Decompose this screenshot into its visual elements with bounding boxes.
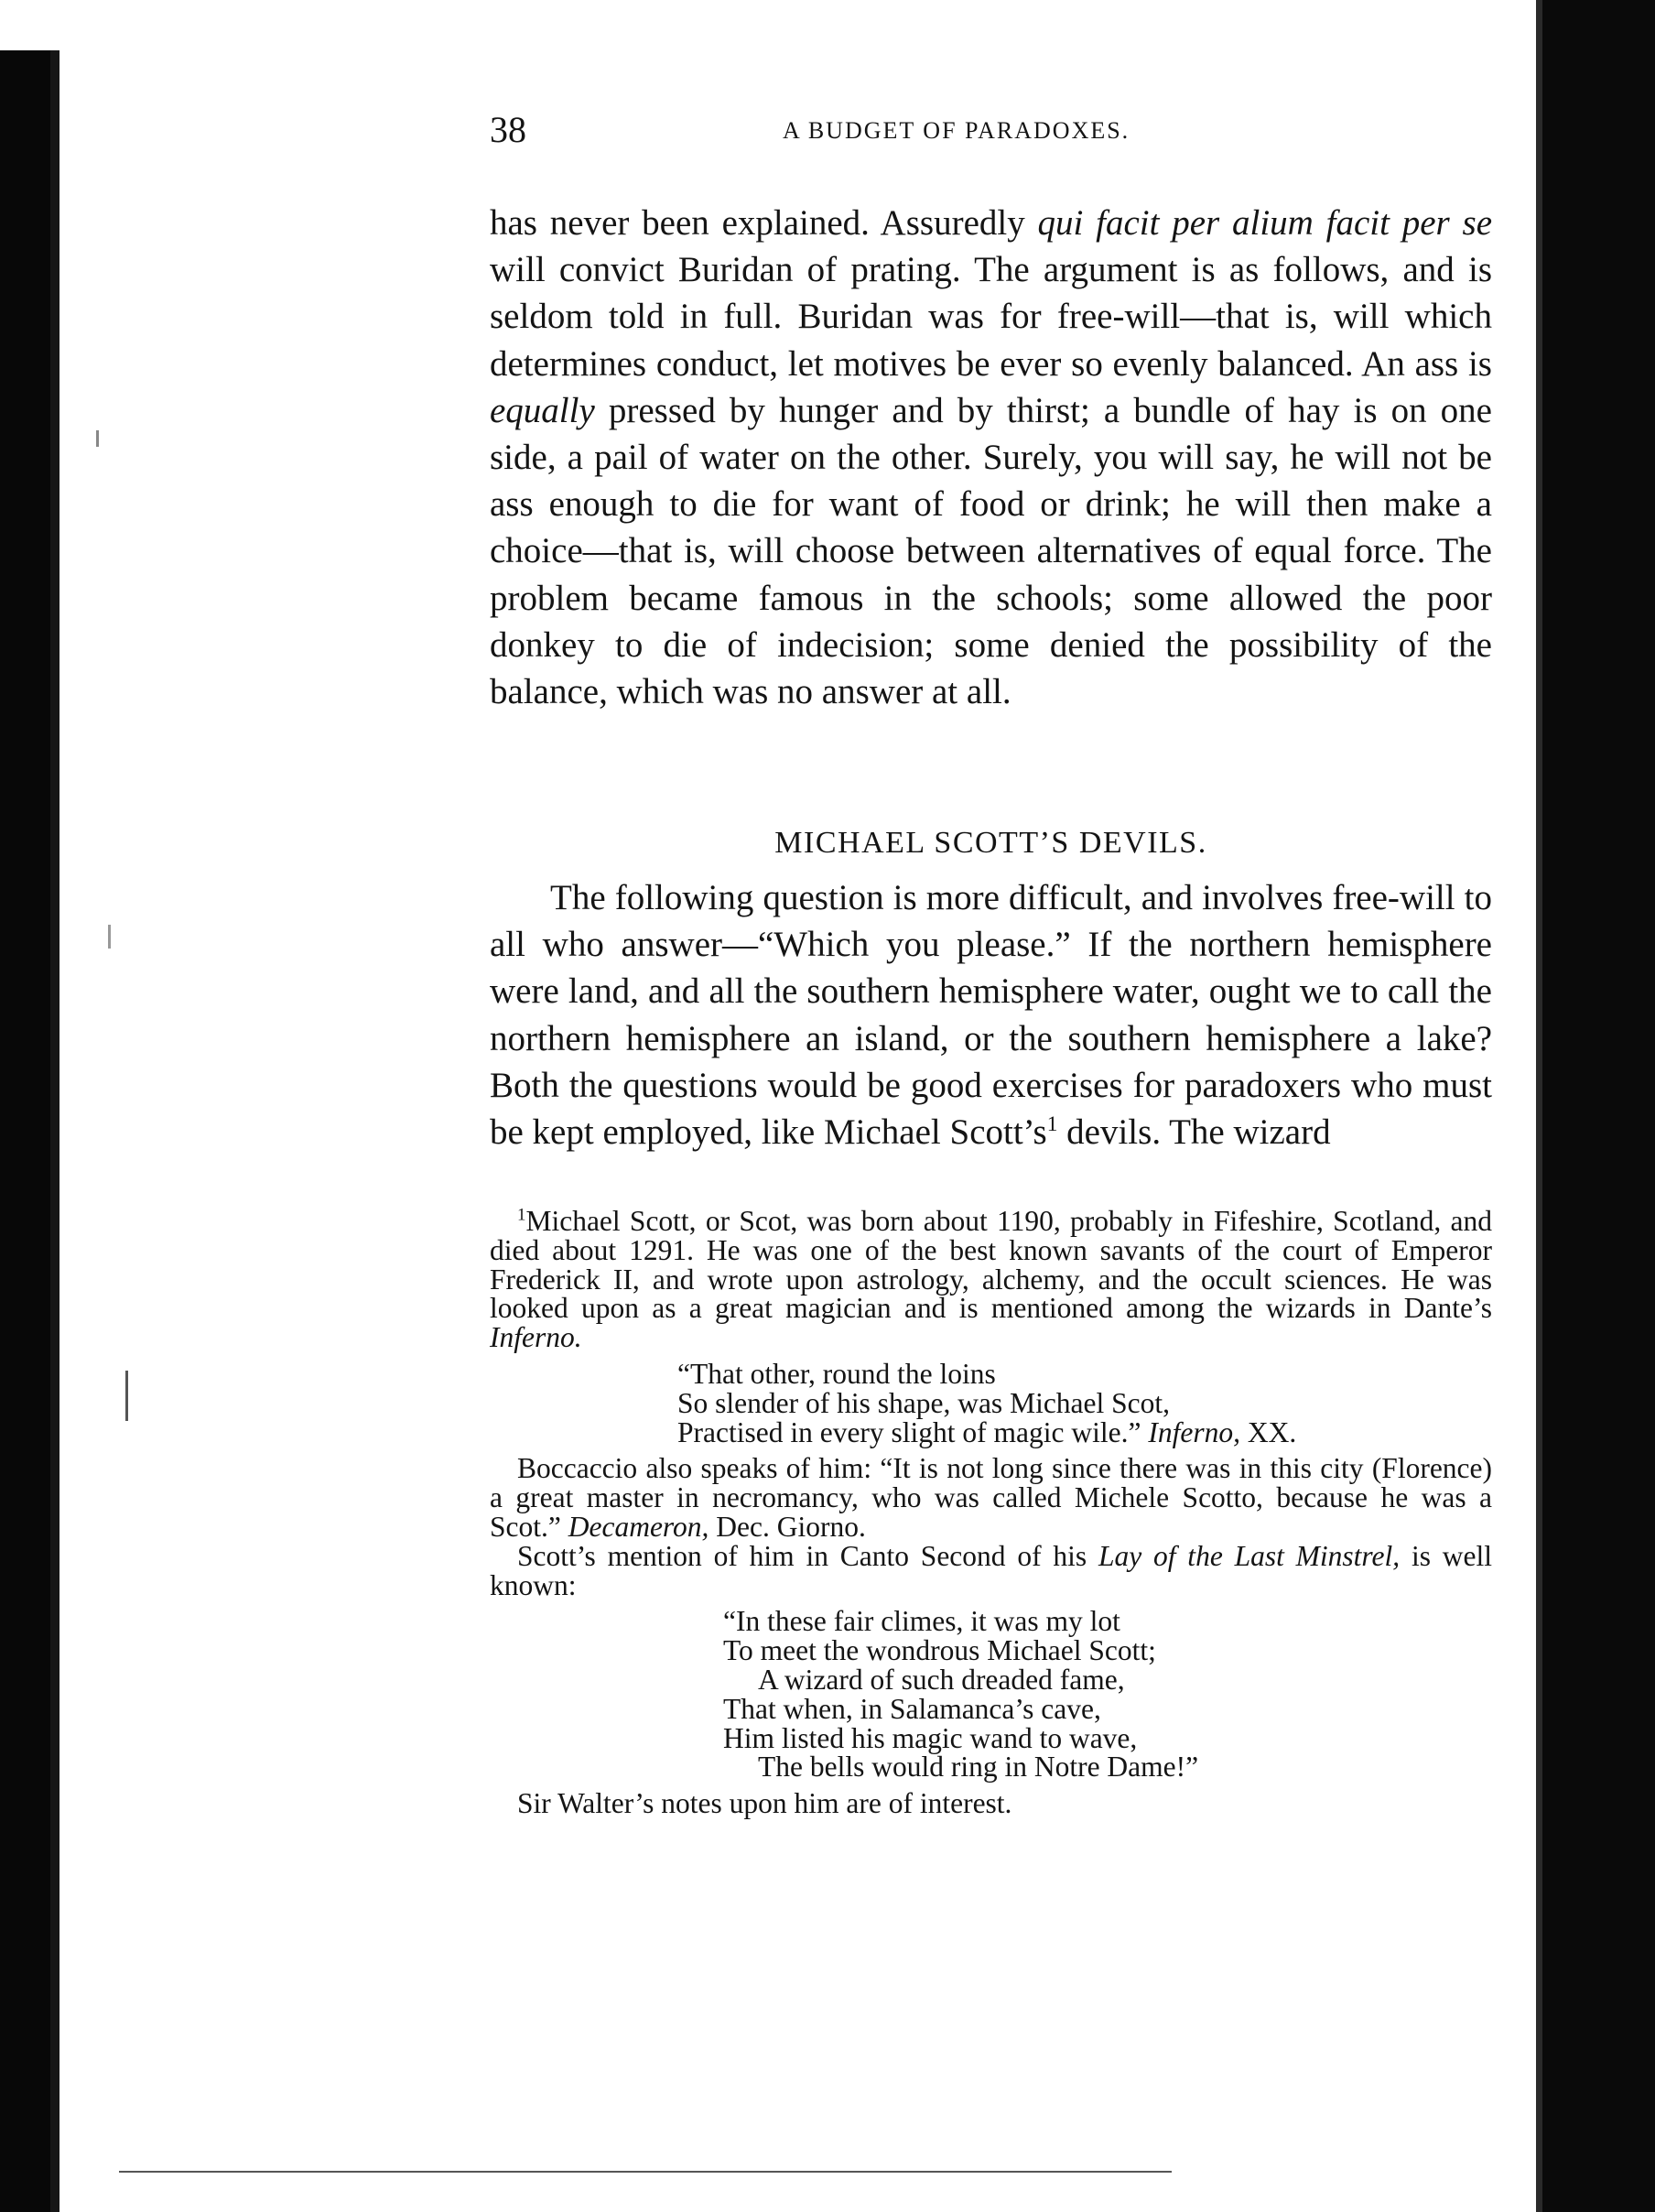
section-heading: MICHAEL SCOTT’S DEVILS. xyxy=(774,826,1207,860)
text-run: Dec. Giorno. xyxy=(709,1510,866,1543)
text-run: will convict Buridan of prating. The argument is as follows, and is seldom told in full. Buridan was for free-will—that is, will which determines conduct, let motives be ever so evenly balanced. An ass is xyxy=(490,250,1492,384)
italic-text: qui facit per alium facit per se xyxy=(1037,203,1493,243)
italic-text: Inferno. xyxy=(490,1321,582,1354)
text-run: devils. The wizard xyxy=(1057,1112,1331,1153)
footnote-marker: 1 xyxy=(517,1205,526,1225)
verse-line: “In these fair climes, it was my lot xyxy=(723,1605,1120,1638)
scott-verse xyxy=(723,1607,1492,1782)
italic-text: Decameron, xyxy=(568,1510,709,1543)
scan-bottom-rule xyxy=(119,2171,1172,2173)
text-run: Scott’s mention of him in Canto Second of his xyxy=(517,1539,1098,1572)
text-run: pressed by hunger and by thirst; a bundle of hay is on one side, a pail of water on the other. Surely, you will say, he will not be ass enough to die for want of food or drink; he will then make a choice—that is, will choose between alternatives of equal force. The problem became famous in the schools; some allowed the poor donkey to die of indecision; some denied the possibility of the balance, which was no answer at all. xyxy=(490,390,1492,712)
scan-border-left-edge xyxy=(50,50,59,2212)
text-run: Michael Scott, or Scot, was born about 1190, probably in Fifeshire, Scotland, and died about 1291. He was one of the best known savants of the court of Emperor Frederick II, and wrote upon astrology, alchemy, and the occult sciences. He was looked upon as a great magician and is mentioned among the wizards in Dante’s xyxy=(490,1205,1492,1325)
footnotes xyxy=(490,1207,1492,1818)
text-run: is well known: xyxy=(490,1539,1492,1601)
paragraph-hemisphere xyxy=(490,874,1492,1155)
page-number: 38 xyxy=(490,109,526,150)
scan-mark xyxy=(96,430,99,447)
running-head: A BUDGET OF PARADOXES. xyxy=(783,117,1130,144)
text-run: So slender of his shape, was Michael Scot, xyxy=(677,1386,1171,1419)
italic-text: Inferno, xyxy=(1148,1415,1240,1448)
scan-border-right xyxy=(1542,0,1655,2212)
text-run: has never been explained. Assuredly xyxy=(490,203,1038,243)
text-run: “That other, round the loins xyxy=(677,1357,996,1390)
main-text-bottom xyxy=(490,874,1492,1155)
footnote-boccaccio xyxy=(490,1454,1492,1541)
text-run: The following question is more difficult, and involves free-will to all who answer—“Which you please.” If the northern hemisphere were land, and all the southern hemisphere water, ought we to call the northern hemisphere an island, or the southern hemisphere a lake? Both the questions would be good exercises for paradoxers who must be kept employed, like Michael Scott’s xyxy=(490,878,1492,1153)
footnote-closing: Sir Walter’s notes upon him are of interest. xyxy=(517,1787,1012,1820)
scan-border-left xyxy=(0,50,50,2212)
italic-text: Lay of the Last Minstrel, xyxy=(1098,1539,1401,1572)
dante-verse xyxy=(677,1357,1492,1448)
scan-mark xyxy=(108,925,111,949)
footnote-scott-mention xyxy=(490,1539,1492,1601)
verse-line: The bells would ring in Notre Dame!” xyxy=(758,1751,1199,1784)
text-run: XX. xyxy=(1239,1415,1297,1448)
verse-line: To meet the wondrous Michael Scott; xyxy=(723,1634,1156,1667)
verse-line xyxy=(677,1386,1492,1419)
verse-line xyxy=(677,1415,1492,1448)
page-header xyxy=(490,108,1515,163)
text-run: Practised in every slight of magic wile.” xyxy=(677,1415,1149,1448)
italic-text: equally xyxy=(490,390,595,430)
paragraph-buridan xyxy=(490,200,1492,715)
scan-mark xyxy=(125,1371,128,1421)
footnote-marker: 1 xyxy=(1046,1112,1058,1137)
verse-line xyxy=(677,1357,1492,1390)
text-run: Boccaccio also speaks of him: “It is not long since there was in this city (Florence) a great master in necromancy, who was called Michele Scotto, because he was a Scot.” xyxy=(490,1452,1492,1543)
verse-line: Him listed his magic wand to wave, xyxy=(723,1721,1138,1754)
verse-line: That when, in Salamanca’s cave, xyxy=(723,1692,1101,1725)
verse-line: A wizard of such dreaded fame, xyxy=(758,1663,1125,1696)
main-text-top xyxy=(490,200,1492,715)
footnote-1 xyxy=(490,1207,1492,1352)
